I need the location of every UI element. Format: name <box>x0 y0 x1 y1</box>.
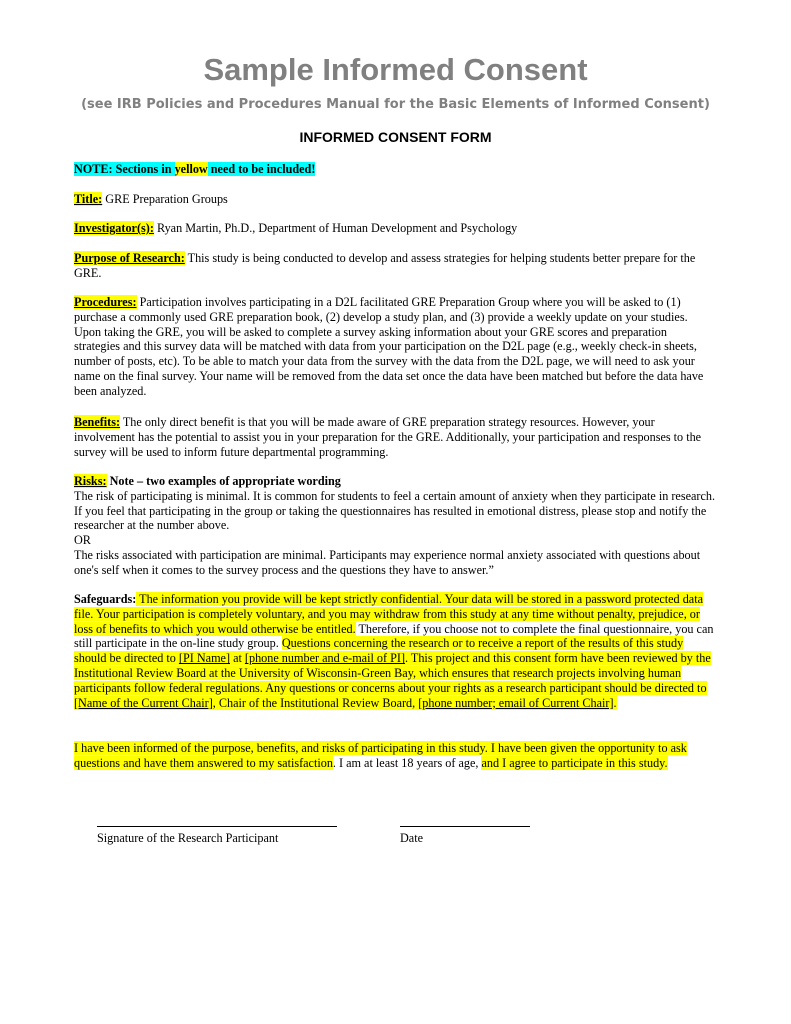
title-section <box>74 192 716 207</box>
note-section <box>74 162 716 177</box>
benefits-section <box>74 415 716 459</box>
risks-label: Risks: <box>74 474 107 488</box>
form-heading: INFORMED CONSENT FORM <box>299 129 492 145</box>
safeguards-irb-review: . This project and this consent form have been reviewed by the Institutional Review Board at the University of Wisconsin-Green Bay, which ensures that research projects involving human participants follow federal regulations. Any questions or concerns about your rights as a research participant should be directed to <box>74 651 711 695</box>
procedures-value: Participation involves participating in a D2L facilitated GRE Preparation Group where you will be asked to (1) purchase a commonly used GRE preparation book, (2) develop a study plan, and (3) provide a weekly update on your studies. Upon taking the GRE, you will be asked to complete a survey asking information about your GRE scores and preparation strategies and this survey data will be matched with data from your participation on the D2L page (e.g., weekly check-in sheets, number of posts, etc). To be able to match your data from the survey with the data from the D2L page, we will need to ask your name on the final survey. Your name will be removed from the data set once the data have been matched but before the data have been analyzed. <box>74 295 704 398</box>
consent-statement <box>74 741 716 771</box>
date-label: Date <box>400 831 424 845</box>
safeguards-withdraw-note: Therefore, if you choose not to complete the final questionnaire, you can still participate in the on-line study group. <box>74 621 714 651</box>
benefits-value: The only direct benefit is that you will be made aware of GRE preparation strategy resources. However, your involvement has the potential to assist you in your preparation for the GRE. Additionally, your participation and responses to the survey will be used to inform future departmental programming. <box>74 415 702 459</box>
risks-example-1: The risk of participating is minimal. It is common for students to feel a certain amount of anxiety when they participate in research. If you feel that participating in the group or taking the questionnaires has resulted in emotional distress, please stop and notify the researcher at the number above. <box>74 488 715 533</box>
note-yellow-word: yellow <box>174 162 208 176</box>
purpose-label: Purpose of Research: <box>74 251 185 265</box>
safeguards-chair: Chair of the Institutional Review Board, <box>215 695 419 710</box>
title-label: Title: <box>74 192 103 206</box>
date-line[interactable] <box>400 826 530 827</box>
consent-age: . I am at least 18 years of age, <box>332 755 482 770</box>
procedures-section <box>74 295 716 399</box>
chair-contact-placeholder: [phone number; email of Current Chair] <box>418 695 614 710</box>
page-subtitle: (see IRB Policies and Procedures Manual for the Basic Elements of Informed Consent) <box>81 97 710 112</box>
safeguards-at: at <box>230 651 245 666</box>
participant-signature-line[interactable] <box>97 826 337 827</box>
risks-example-2: The risks associated with participation are minimal. Participants may experience normal anxiety associated with questions about one's self when it comes to the survey process and the questions they have to answer.” <box>74 547 701 577</box>
risks-section <box>74 474 716 578</box>
safeguards-section <box>74 592 716 710</box>
safeguards-label: Safeguards: <box>74 592 137 606</box>
risks-or: OR <box>74 533 91 548</box>
investigator-section <box>74 221 716 236</box>
page-title: Sample Informed Consent <box>203 52 588 87</box>
pi-contact-placeholder: [phone number and e-mail of PI] <box>244 651 406 666</box>
investigator-value: Ryan Martin, Ph.D., Department of Human Development and Psychology <box>153 221 518 235</box>
chair-name-placeholder: [Name of the Current Chair], <box>74 695 216 710</box>
risks-note: Note – two examples of appropriate wording <box>106 474 341 488</box>
investigator-label: Investigator(s): <box>74 221 154 235</box>
note-text-start: NOTE: Sections in <box>74 162 175 176</box>
participant-signature-label: Signature of the Research Participant <box>97 831 279 845</box>
procedures-label: Procedures: <box>74 295 137 309</box>
note-text-end: need to be included! <box>207 162 316 176</box>
benefits-label: Benefits: <box>74 415 121 429</box>
title-value: GRE Preparation Groups <box>102 192 228 206</box>
consent-informed: I have been informed of the purpose, benefits, and risks of participating in this study. I have been given the opportunity to ask questions and have them answered to my satisfaction <box>74 741 687 770</box>
safeguards-voluntary: Your participation is completely voluntary, and you may withdraw from this study at any time without penalty, prejudice, or loss of benefits to which you would otherwise be entitled. <box>74 606 700 636</box>
consent-agree: and I agree to participate in this study. <box>481 755 668 770</box>
pi-name-placeholder: [PI Name] <box>178 651 231 666</box>
safeguards-confidentiality: The information you provide will be kept strictly confidential. Your data will be stored in a password protected data file. <box>74 592 703 621</box>
purpose-value: This study is being conducted to develop and assess strategies for helping students better prepare for the GRE. <box>74 251 696 280</box>
safeguards-end: . <box>613 695 617 710</box>
purpose-section <box>74 251 716 281</box>
safeguards-questions: Questions concerning the research or to receive a report of the results of this study should be directed to <box>74 636 684 666</box>
